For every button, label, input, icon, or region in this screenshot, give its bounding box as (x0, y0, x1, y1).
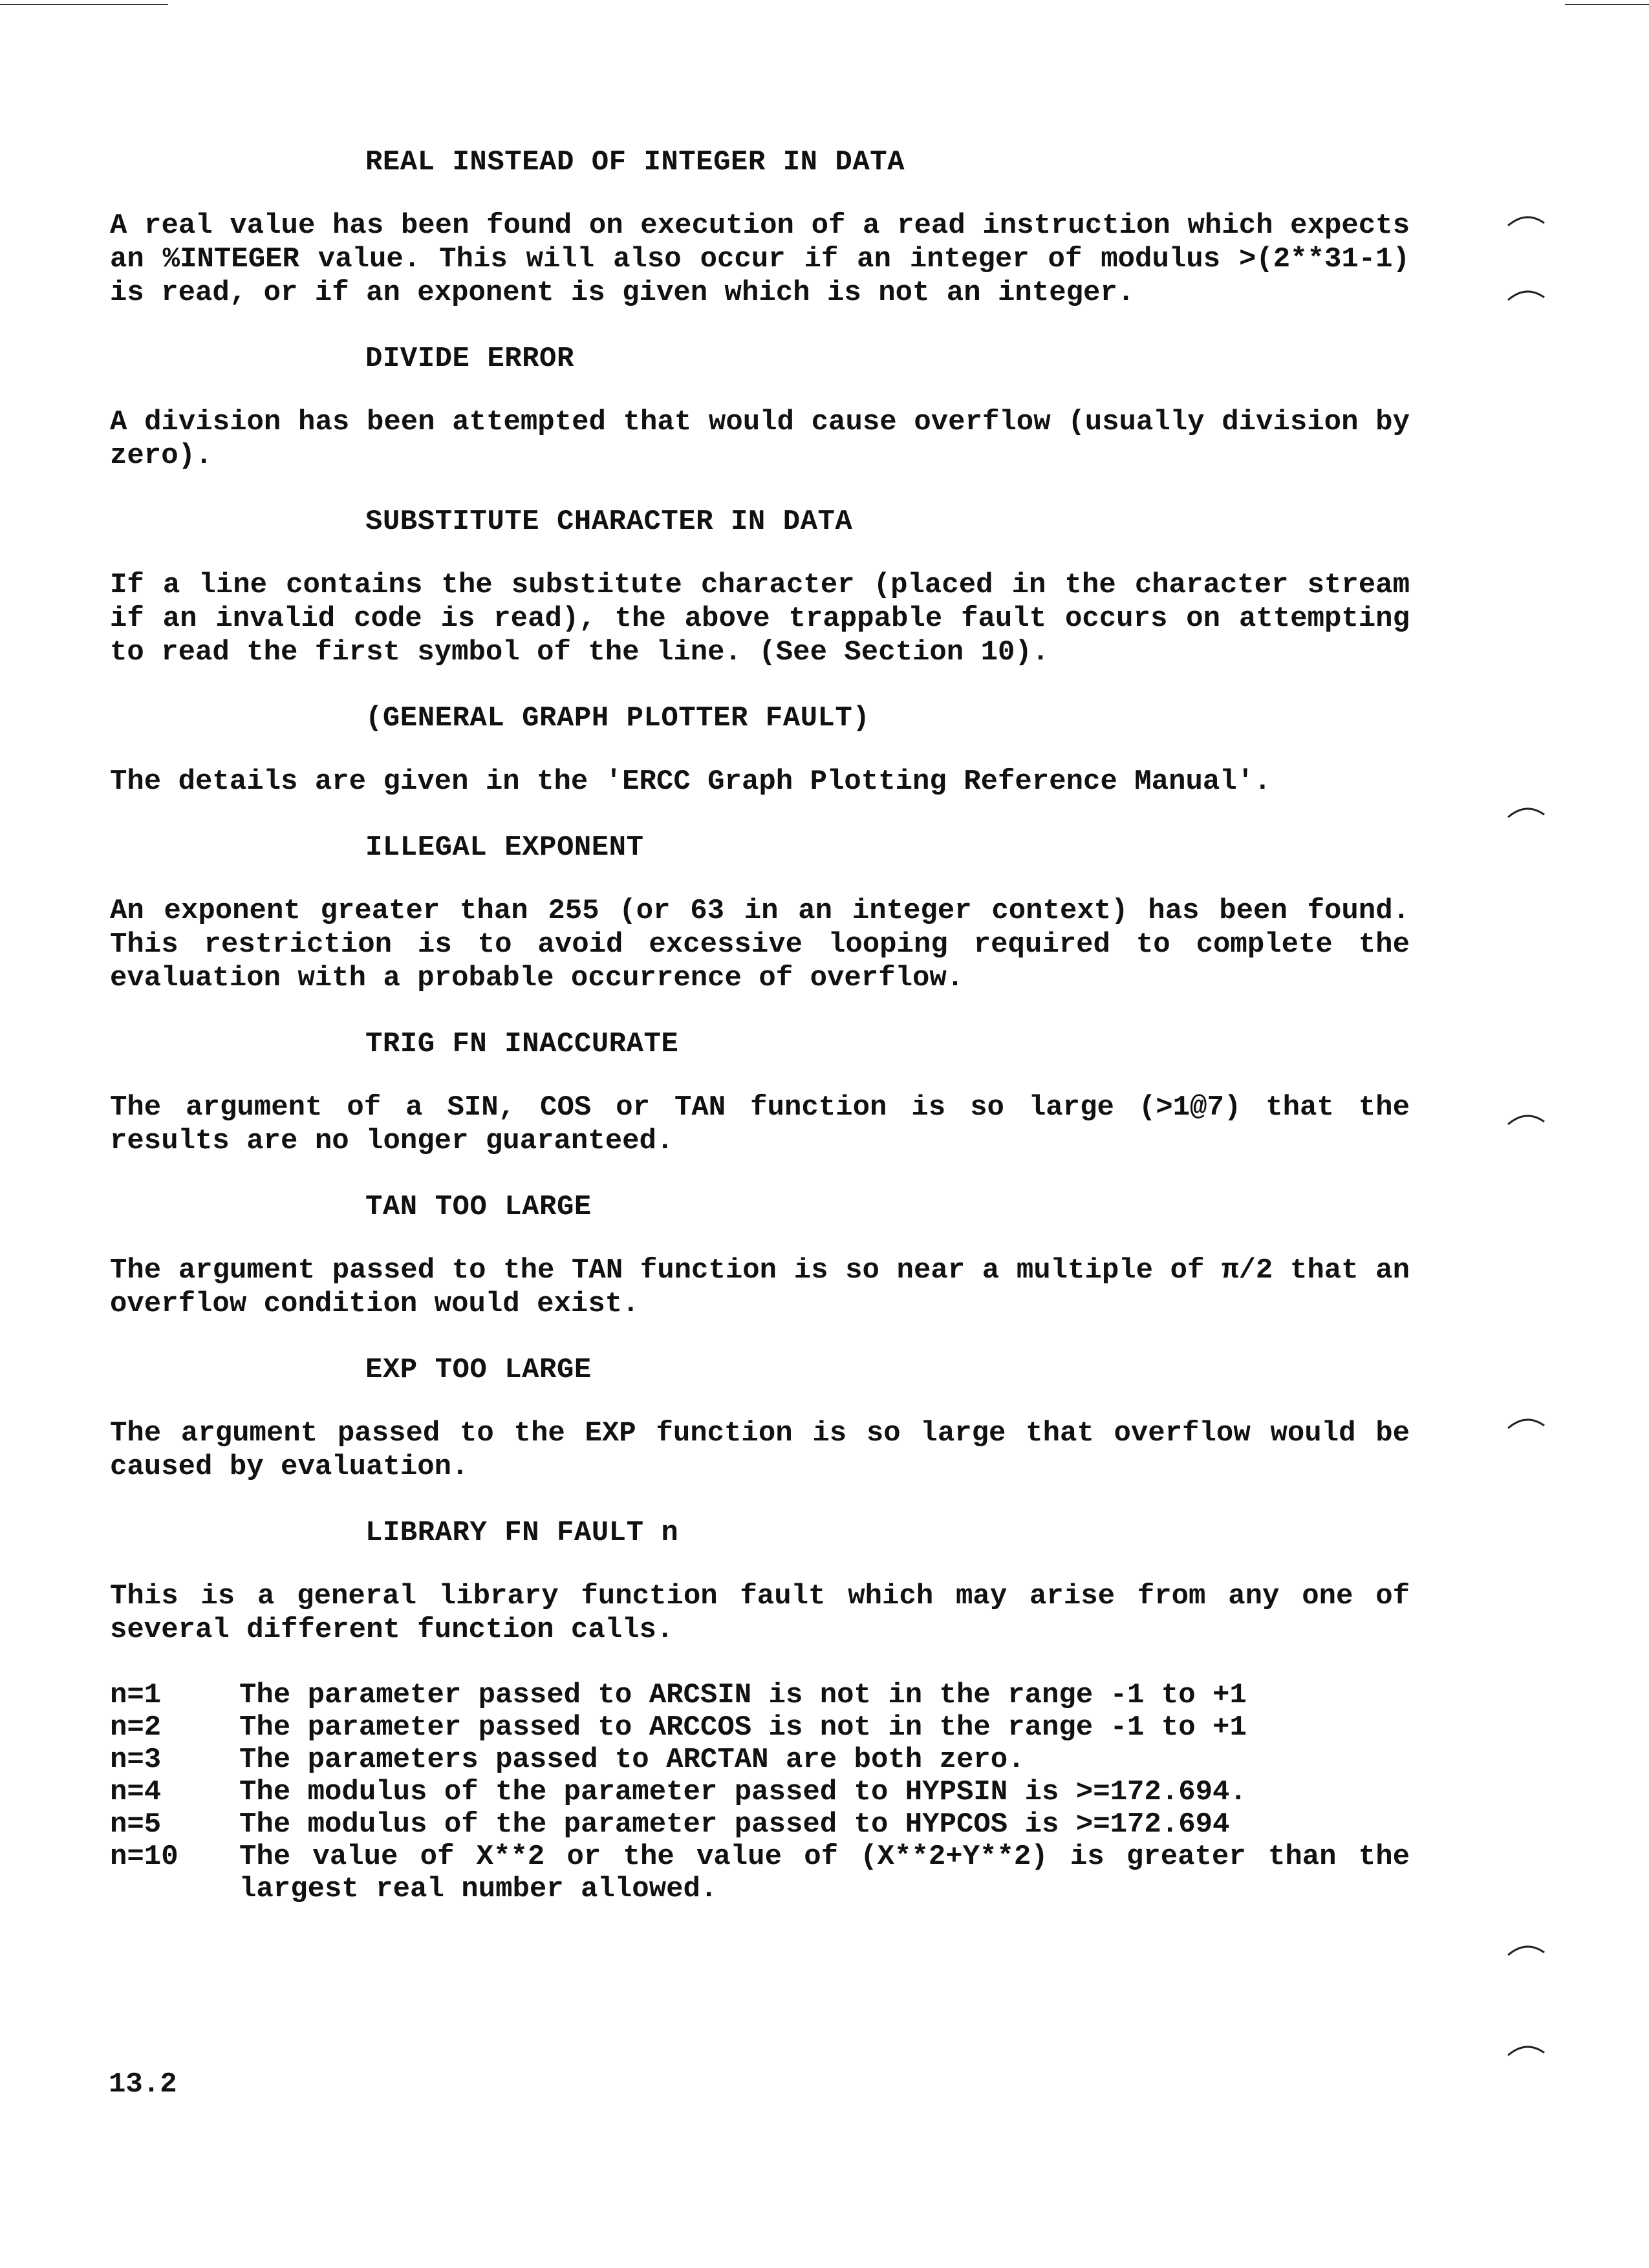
page-number: 13.2 (109, 2068, 177, 2101)
fault-code: n=3 (110, 1744, 162, 1776)
section-body: A real value has been found on execution of a read instruction which expects an %INTEGER value. This will also occur if an integer of modulus >(2**31-1) is read, or if an exponent is given which is not an integer. (110, 209, 1410, 309)
list-item (110, 1776, 1410, 1808)
fault-description: The parameters passed to ARCTAN are both zero. (239, 1744, 1025, 1776)
section-heading: ILLEGAL EXPONENT (365, 831, 644, 864)
fault-description: The value of X**2 or the value of (X**2+Y**2) is greater than the largest real number allowed. (239, 1841, 1410, 1905)
section-library-fn-fault (110, 1516, 1410, 1647)
fault-code: n=10 (110, 1841, 178, 1873)
section-heading: (GENERAL GRAPH PLOTTER FAULT) (365, 702, 870, 734)
binder-hole-mark (1507, 210, 1546, 230)
section-graph-plotter-fault (110, 701, 1410, 798)
section-heading: TRIG FN INACCURATE (365, 1028, 679, 1060)
fault-code: n=1 (110, 1679, 162, 1711)
section-real-instead-of-integer (110, 145, 1410, 310)
section-body: This is a general library function fault which may arise from any one of several different function calls. (110, 1580, 1410, 1646)
section-trig-fn-inaccurate (110, 1027, 1410, 1158)
list-item (110, 1808, 1410, 1841)
section-heading: SUBSTITUTE CHARACTER IN DATA (365, 506, 853, 538)
list-item (110, 1744, 1410, 1776)
section-body: The argument passed to the TAN function is so near a multiple of π/2 that an overflow condition would exist. (110, 1254, 1410, 1320)
section-divide-error (110, 342, 1410, 473)
document-content (110, 145, 1410, 1905)
section-heading: TAN TOO LARGE (365, 1191, 592, 1223)
section-body: The details are given in the 'ERCC Graph Plotting Reference Manual'. (110, 765, 1271, 798)
binder-hole-mark (1507, 802, 1546, 821)
section-body: A division has been attempted that would cause overflow (usually division by zero). (110, 406, 1410, 472)
section-exp-too-large (110, 1353, 1410, 1484)
library-fault-list (110, 1679, 1410, 1905)
fault-description: The modulus of the parameter passed to HYPCOS is >=172.694 (239, 1808, 1230, 1841)
list-item (110, 1711, 1410, 1744)
binder-hole-mark (1507, 2040, 1546, 2059)
section-body: The argument passed to the EXP function is so large that overflow would be caused by evaluation. (110, 1417, 1410, 1483)
binder-hole-mark (1507, 1940, 1546, 1959)
top-left-edge-line (0, 4, 168, 5)
section-heading: EXP TOO LARGE (365, 1354, 592, 1386)
binder-hole-mark (1507, 1109, 1546, 1128)
fault-code: n=2 (110, 1711, 162, 1744)
list-item (110, 1841, 1410, 1905)
binder-hole-mark (1507, 284, 1546, 304)
section-heading: LIBRARY FN FAULT n (365, 1517, 679, 1549)
section-body: If a line contains the substitute character (placed in the character stream if an invalid code is read), the above trappable fault occurs on attempting to read the first symbol of the line. (See Section 10). (110, 569, 1410, 669)
fault-code: n=4 (110, 1776, 162, 1808)
fault-code: n=5 (110, 1808, 162, 1841)
section-body: The argument of a SIN, COS or TAN function is so large (>1@7) that the results are no longer guaranteed. (110, 1091, 1410, 1157)
fault-description: The modulus of the parameter passed to HYPSIN is >=172.694. (239, 1776, 1247, 1808)
section-heading: DIVIDE ERROR (365, 343, 574, 375)
section-body: An exponent greater than 255 (or 63 in an integer context) has been found. This restriction is to avoid excessive looping required to complete the evaluation with a probable occurrence of overflow. (110, 895, 1410, 994)
binder-hole-mark (1507, 1413, 1546, 1432)
section-illegal-exponent (110, 831, 1410, 995)
section-substitute-character (110, 505, 1410, 669)
section-tan-too-large (110, 1190, 1410, 1321)
top-right-edge-line (1565, 4, 1649, 5)
list-item (110, 1679, 1410, 1711)
fault-description: The parameter passed to ARCCOS is not in the range -1 to +1 (239, 1711, 1247, 1744)
section-heading: REAL INSTEAD OF INTEGER IN DATA (365, 146, 905, 178)
fault-description: The parameter passed to ARCSIN is not in the range -1 to +1 (239, 1679, 1247, 1711)
